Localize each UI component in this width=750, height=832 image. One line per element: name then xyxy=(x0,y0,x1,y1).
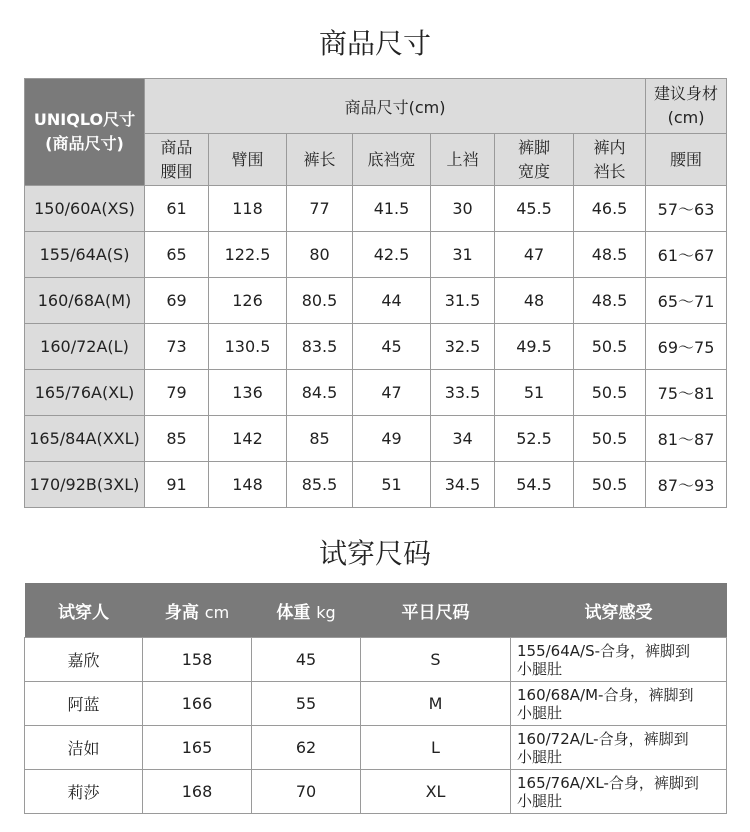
header-unit: kg xyxy=(316,602,336,622)
feedback-line1: 160/72A/L-合身，裤脚到 xyxy=(517,729,689,748)
size-cell: 49 xyxy=(353,416,431,462)
size-label: 160/68A(M) xyxy=(25,278,145,324)
try-on-size: S xyxy=(361,638,511,682)
try-on-height: 166 xyxy=(143,682,252,726)
size-label: 150/60A(XS) xyxy=(25,186,145,232)
size-cell: 47 xyxy=(353,370,431,416)
feedback-line2: 小腿肚 xyxy=(517,791,563,810)
size-cell: 34 xyxy=(431,416,495,462)
size-cell: 48 xyxy=(495,278,574,324)
subheader-2 xyxy=(287,134,353,186)
try-on-name: 嘉欣 xyxy=(25,638,143,682)
try-on-size: M xyxy=(361,682,511,726)
table-row xyxy=(25,416,727,462)
subheader-line2: 宽度 xyxy=(517,161,550,181)
size-cell: 65 xyxy=(145,232,209,278)
size-cell: 47 xyxy=(495,232,574,278)
subheader-line2: 腰围 xyxy=(160,161,193,181)
size-cell: 45 xyxy=(353,324,431,370)
size-cell: 50.5 xyxy=(574,324,646,370)
try-on-weight: 70 xyxy=(252,770,361,814)
size-cell: 80 xyxy=(287,232,353,278)
try-on-size: XL xyxy=(361,770,511,814)
subheader-line1: 上裆 xyxy=(446,149,479,169)
subheader-line1: 裤内 xyxy=(593,137,626,157)
header-unit: cm xyxy=(204,602,230,622)
header-label: 试穿感受 xyxy=(584,602,653,623)
subheader-line1: 底裆宽 xyxy=(367,149,416,169)
table-row xyxy=(25,232,727,278)
table-row xyxy=(25,638,727,682)
size-cell: 50.5 xyxy=(574,370,646,416)
try-on-weight: 55 xyxy=(252,682,361,726)
header-label: 体重 xyxy=(276,602,311,623)
try-on-name: 洁如 xyxy=(25,726,143,770)
subheader-5 xyxy=(495,134,574,186)
size-cell: 31 xyxy=(431,232,495,278)
size-chart-table xyxy=(24,78,727,508)
header-label: 平日尺码 xyxy=(401,602,470,623)
try-on-size: L xyxy=(361,726,511,770)
try-on-header-0 xyxy=(25,583,143,638)
try-on-title: 试穿尺码 xyxy=(318,537,431,570)
size-cell: 136 xyxy=(209,370,287,416)
size-cell: 69～75 xyxy=(646,324,727,370)
size-cell: 51 xyxy=(353,462,431,508)
size-cell: 91 xyxy=(145,462,209,508)
size-label: 165/84A(XXL) xyxy=(25,416,145,462)
size-label: 160/72A(L) xyxy=(25,324,145,370)
subheader-line2: 裆长 xyxy=(593,161,626,181)
subheader-1 xyxy=(209,134,287,186)
try-on-header-1 xyxy=(143,583,252,638)
try-on-weight: 62 xyxy=(252,726,361,770)
suggested-body-label: 建议身材 xyxy=(654,84,719,103)
feedback-line2: 小腿肚 xyxy=(517,659,563,678)
try-on-feedback xyxy=(511,638,727,682)
try-on-weight: 45 xyxy=(252,638,361,682)
size-cell: 79 xyxy=(145,370,209,416)
size-cell: 57～63 xyxy=(646,186,727,232)
size-cell: 77 xyxy=(287,186,353,232)
size-cell: 118 xyxy=(209,186,287,232)
feedback-line1: 155/64A/S-合身，裤脚到 xyxy=(517,641,691,660)
size-label: 165/76A(XL) xyxy=(25,370,145,416)
table-row xyxy=(25,324,727,370)
size-cell: 34.5 xyxy=(431,462,495,508)
size-cell: 122.5 xyxy=(209,232,287,278)
size-cell: 51 xyxy=(495,370,574,416)
size-cell: 83.5 xyxy=(287,324,353,370)
feedback-line1: 160/68A/M-合身，裤脚到 xyxy=(517,685,694,704)
size-cell: 87～93 xyxy=(646,462,727,508)
size-cell: 42.5 xyxy=(353,232,431,278)
try-on-header-2 xyxy=(252,583,361,638)
subheader-7 xyxy=(646,134,727,186)
size-cell: 130.5 xyxy=(209,324,287,370)
feedback-line2: 小腿肚 xyxy=(517,703,563,722)
size-cell: 85 xyxy=(145,416,209,462)
table-row xyxy=(25,770,727,814)
size-label: 155/64A(S) xyxy=(25,232,145,278)
size-cell: 49.5 xyxy=(495,324,574,370)
size-cell: 33.5 xyxy=(431,370,495,416)
header-label: 试穿人 xyxy=(58,602,109,623)
size-cell: 30 xyxy=(431,186,495,232)
table-row xyxy=(25,726,727,770)
suggested-body-unit: (cm) xyxy=(667,108,705,127)
product-size-group-header: 商品尺寸(cm) xyxy=(145,79,646,134)
size-cell: 46.5 xyxy=(574,186,646,232)
size-cell: 80.5 xyxy=(287,278,353,324)
size-cell: 75～81 xyxy=(646,370,727,416)
table-row xyxy=(25,682,727,726)
table-row xyxy=(25,186,727,232)
size-cell: 84.5 xyxy=(287,370,353,416)
product-size-label: (商品尺寸) xyxy=(45,134,124,153)
subheader-line1: 裤长 xyxy=(303,149,336,169)
size-chart-title: 商品尺寸 xyxy=(318,27,431,60)
subheader-6 xyxy=(574,134,646,186)
try-on-height: 158 xyxy=(143,638,252,682)
size-cell: 148 xyxy=(209,462,287,508)
subheader-line1: 裤脚 xyxy=(517,137,550,157)
suggested-body-header xyxy=(646,79,727,134)
size-cell: 50.5 xyxy=(574,462,646,508)
subheader-3 xyxy=(353,134,431,186)
size-cell: 32.5 xyxy=(431,324,495,370)
size-cell: 73 xyxy=(145,324,209,370)
subheader-0 xyxy=(145,134,209,186)
subheader-line1: 商品 xyxy=(160,137,193,157)
size-cell: 48.5 xyxy=(574,232,646,278)
try-on-header-3 xyxy=(361,583,511,638)
size-cell: 50.5 xyxy=(574,416,646,462)
size-cell: 69 xyxy=(145,278,209,324)
try-on-height: 165 xyxy=(143,726,252,770)
try-on-height: 168 xyxy=(143,770,252,814)
try-on-header-4 xyxy=(511,583,727,638)
try-on-name: 莉莎 xyxy=(25,770,143,814)
size-cell: 52.5 xyxy=(495,416,574,462)
subheader-4 xyxy=(431,134,495,186)
size-label: 170/92B(3XL) xyxy=(25,462,145,508)
size-cell: 65～71 xyxy=(646,278,727,324)
size-cell: 41.5 xyxy=(353,186,431,232)
table-row xyxy=(25,370,727,416)
feedback-line2: 小腿肚 xyxy=(517,747,563,766)
subheader-line1: 腰围 xyxy=(670,149,703,169)
size-cell: 31.5 xyxy=(431,278,495,324)
size-cell: 54.5 xyxy=(495,462,574,508)
size-column-header xyxy=(25,79,145,186)
feedback-line1: 165/76A/XL-合身，裤脚到 xyxy=(517,773,699,792)
try-on-feedback xyxy=(511,682,727,726)
table-row xyxy=(25,462,727,508)
table-row xyxy=(25,278,727,324)
size-cell: 85 xyxy=(287,416,353,462)
try-on-name: 阿蓝 xyxy=(25,682,143,726)
subheader-line1: 臂围 xyxy=(231,149,264,169)
size-cell: 48.5 xyxy=(574,278,646,324)
size-cell: 85.5 xyxy=(287,462,353,508)
try-on-table xyxy=(24,583,727,814)
size-cell: 44 xyxy=(353,278,431,324)
size-cell: 61 xyxy=(145,186,209,232)
try-on-feedback xyxy=(511,770,727,814)
size-cell: 45.5 xyxy=(495,186,574,232)
size-cell: 61～67 xyxy=(646,232,727,278)
size-cell: 81～87 xyxy=(646,416,727,462)
try-on-feedback xyxy=(511,726,727,770)
header-label: 身高 xyxy=(164,602,199,623)
size-cell: 126 xyxy=(209,278,287,324)
brand-size-label: UNIQLO尺寸 xyxy=(33,110,136,129)
size-cell: 142 xyxy=(209,416,287,462)
